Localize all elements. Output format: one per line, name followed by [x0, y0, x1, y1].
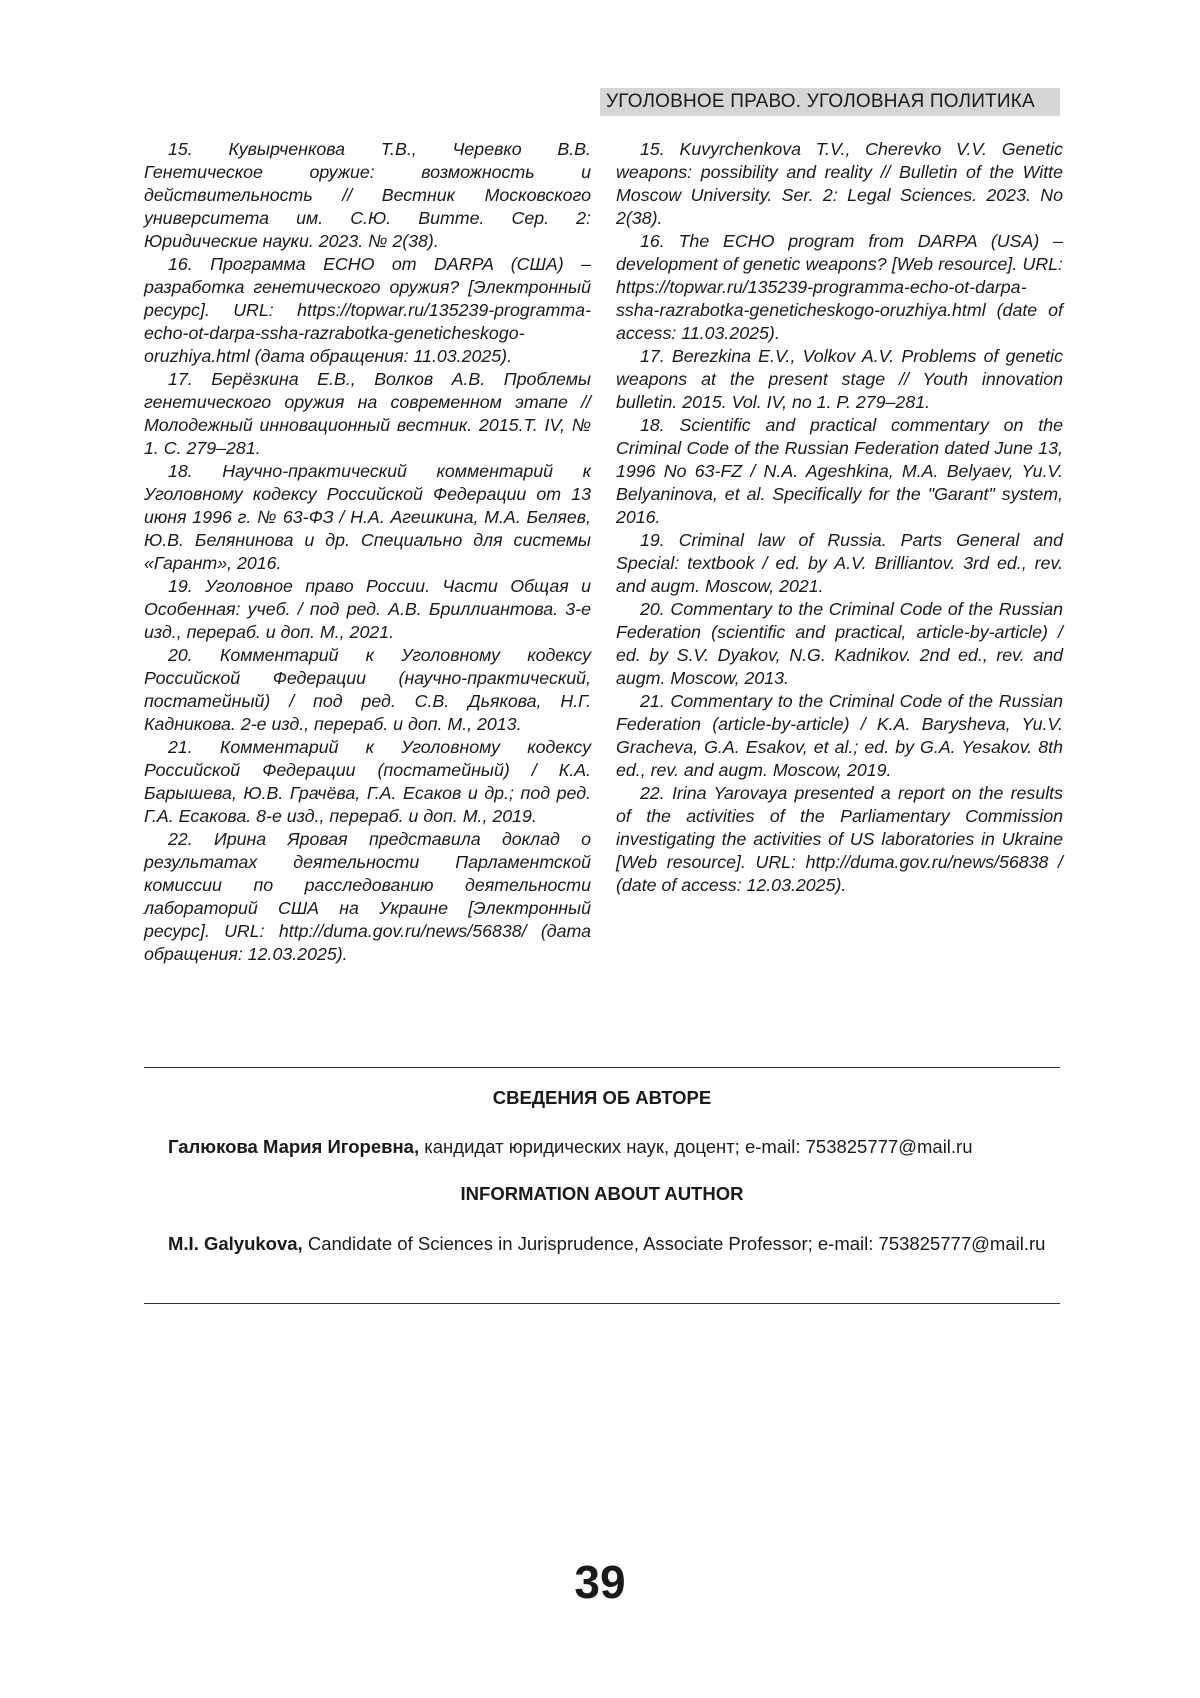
reference-en-17: 17. Berezkina E.V., Volkov A.V. Problems of genetic weapons at the present stage // Youth innovation bulletin. 2015. Vol. IV, no 1. P. 279–281.: [616, 345, 1063, 414]
reference-ru-16: 16. Программа ECHO от DARPA (США) – разработка генетического оружия? [Электронный ресурс]. URL: https://topwar.ru/135239-programma-echo-ot-darpa-ssha-razrabotka-geneticheskogo-oruzhiya.html (дата обращения: 11.03.2025).: [144, 253, 591, 368]
references-russian: [144, 138, 591, 966]
author-details-en: Candidate of Sciences in Jurisprudence, Associate Professor; e-mail: 753825777@mail.ru: [308, 1233, 1046, 1254]
reference-en-21: 21. Commentary to the Criminal Code of the Russian Federation (article-by-article) / K.A. Barysheva, Yu.V. Gracheva, G.A. Esakov, et al.; ed. by G.A. Yesakov. 8th ed., rev. and augm. Moscow, 2019.: [616, 690, 1063, 782]
reference-ru-15: 15. Кувырченкова Т.В., Черевко В.В. Генетическое оружие: возможность и действительность // Вестник Московского университета им. С.Ю. Витте. Сер. 2: Юридические науки. 2023. № 2(38).: [144, 138, 591, 253]
author-heading-ru: СВЕДЕНИЯ ОБ АВТОРЕ: [144, 1087, 1060, 1109]
reference-ru-19: 19. Уголовное право России. Части Общая и Особенная: учеб. / под ред. А.В. Бриллиантова. 3-е изд., перераб. и доп. М., 2021.: [144, 575, 591, 644]
author-info-ru: [144, 1134, 1060, 1160]
reference-en-20: 20. Commentary to the Criminal Code of the Russian Federation (scientific and practical, article-by-article) / ed. by S.V. Dyakov, N.G. Kadnikov. 2nd ed., rev. and augm. Moscow, 2013.: [616, 598, 1063, 690]
reference-en-19: 19. Criminal law of Russia. Parts General and Special: textbook / ed. by A.V. Brilliantov. 3rd ed., rev. and augm. Moscow, 2021.: [616, 529, 1063, 598]
reference-ru-21: 21. Комментарий к Уголовному кодексу Российской Федерации (постатейный) / К.А. Барышева, Ю.В. Грачёва, Г.А. Есаков и др.; под ред. Г.А. Есакова. 8-е изд., перераб. и доп. М., 2019.: [144, 736, 591, 828]
divider-bottom: [144, 1303, 1060, 1304]
author-details-ru: кандидат юридических наук, доцент; e-mail: 753825777@mail.ru: [424, 1136, 972, 1157]
references-english: [616, 138, 1063, 897]
running-header: УГОЛОВНОЕ ПРАВО. УГОЛОВНАЯ ПОЛИТИКА: [600, 88, 1060, 116]
author-info-en: [144, 1231, 1060, 1257]
reference-ru-20: 20. Комментарий к Уголовному кодексу Российской Федерации (научно-практический, постатейный) / под ред. С.В. Дьякова, Н.Г. Кадникова. 2-е изд., перераб. и доп. М., 2013.: [144, 644, 591, 736]
reference-en-16: 16. The ECHO program from DARPA (USA) – development of genetic weapons? [Web resource]. URL: https://topwar.ru/135239-programma-echo-ot-darpa-ssha-razrabotka-geneticheskogo-oruzhiya.html (date of access: 11.03.2025).: [616, 230, 1063, 345]
reference-en-22: 22. Irina Yarovaya presented a report on the results of the activities of the Parliamentary Commission investigating the activities of US laboratories in Ukraine [Web resource]. URL: http://duma.gov.ru/news/56838 / (date of access: 12.03.2025).: [616, 782, 1063, 897]
reference-ru-17: 17. Берёзкина Е.В., Волков А.В. Проблемы генетического оружия на современном этапе // Молодежный инновационный вестник. 2015.Т. IV, № 1. С. 279–281.: [144, 368, 591, 460]
reference-en-15: 15. Kuvyrchenkova T.V., Cherevko V.V. Genetic weapons: possibility and reality // Bulletin of the Witte Moscow University. Ser. 2: Legal Sciences. 2023. No 2(38).: [616, 138, 1063, 230]
page-number: 39: [0, 1555, 1200, 1609]
divider-top: [144, 1067, 1060, 1068]
reference-en-18: 18. Scientific and practical commentary on the Criminal Code of the Russian Federation dated June 13, 1996 No 63-FZ / N.A. Ageshkina, M.A. Belyaev, Yu.V. Belyaninova, et al. Specifically for the "Garant" system, 2016.: [616, 414, 1063, 529]
author-name-en: M.I. Galyukova,: [168, 1233, 303, 1254]
author-heading-en: INFORMATION ABOUT AUTHOR: [144, 1183, 1060, 1205]
reference-ru-22: 22. Ирина Яровая представила доклад о результатах деятельности Парламентской комиссии по расследованию деятельности лабораторий США на Украине [Электронный ресурс]. URL: http://duma.gov.ru/news/56838/ (дата обращения: 12.03.2025).: [144, 828, 591, 966]
author-name-ru: Галюкова Мария Игоревна,: [168, 1136, 419, 1157]
reference-ru-18: 18. Научно-практический комментарий к Уголовному кодексу Российской Федерации от 13 июня 1996 г. № 63-ФЗ / Н.А. Агешкина, М.А. Беляев, Ю.В. Белянинова и др. Специально для системы «Гарант», 2016.: [144, 460, 591, 575]
